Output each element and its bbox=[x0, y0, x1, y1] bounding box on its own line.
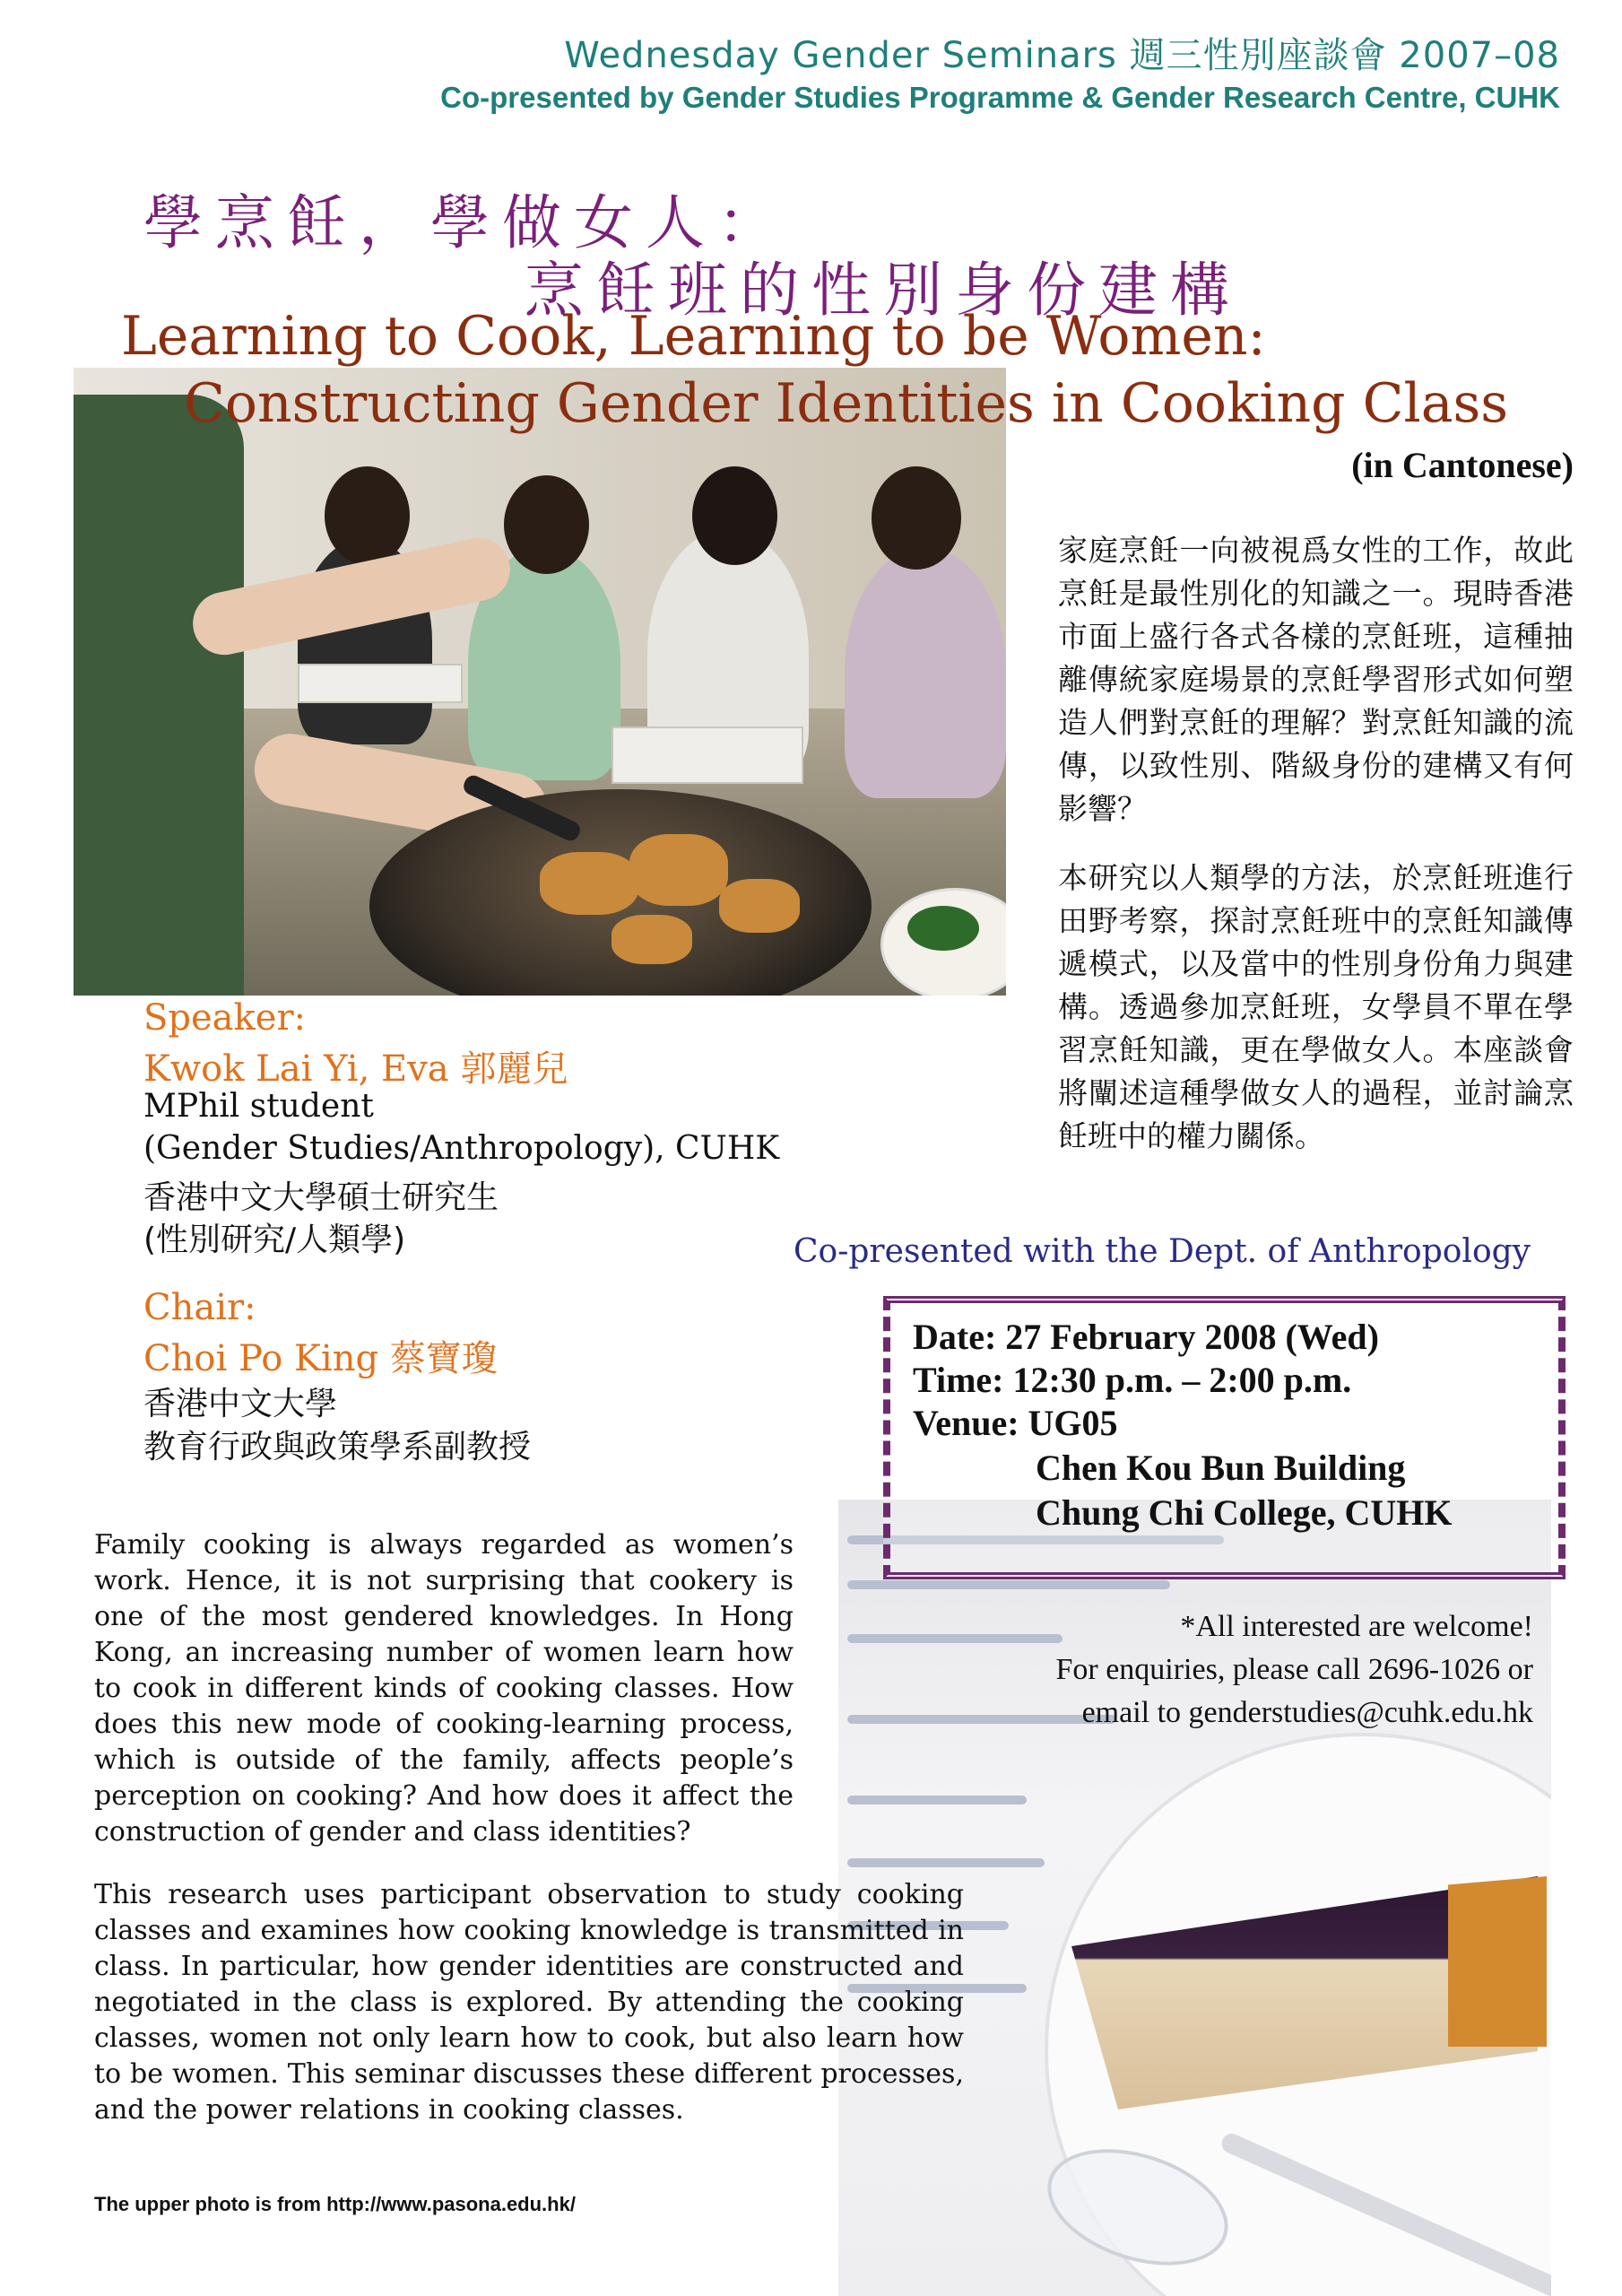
copresented-with-note: Co-presented with the Dept. of Anthropology bbox=[794, 1233, 1531, 1270]
chinese-abstract-para2: 本研究以人類學的方法，於烹飪班進行田野考察，探討烹飪班中的烹飪知識傳遞模式，以及當中的性別身份角力與建構。透過參加烹飪班，女學員不單在學習烹飪知識，更在學做女人。本座談會將闡述這種學做女人的過程，並討論烹飪班中的權力關係。 bbox=[1058, 860, 1574, 1153]
enquiry-email: email to genderstudies@cuhk.edu.hk bbox=[1081, 1696, 1533, 1729]
event-venue-building: Chen Kou Bun Building bbox=[1036, 1448, 1406, 1488]
enquiry-phone: For enquiries, please call 2696-1026 or bbox=[1055, 1653, 1533, 1686]
cooking-class-photo bbox=[74, 368, 1006, 996]
english-abstract-para2: This research uses participant observation to study cooking classes and examines how cooking knowledge is transmitted in class. In particular, how gender identities are constructed and negotiated in the class is explored. By attending the cooking classes, women not only learn how to cook, but also learn how to be women. This seminar discusses these different processes, and the power relations in cooking classes. bbox=[94, 1879, 964, 2126]
event-details-box bbox=[883, 1296, 1566, 1579]
chair-label: Chair: bbox=[143, 1287, 256, 1328]
event-date: Date: 27 February 2008 (Wed) bbox=[913, 1317, 1379, 1357]
speaker-department: (Gender Studies/Anthropology), CUHK bbox=[143, 1130, 780, 1167]
speaker-label: Speaker: bbox=[143, 997, 307, 1039]
english-abstract-para1: Family cooking is always regarded as women’s work. Hence, it is not surprising that cookery is one of the most gendered knowledges. In Hong Kong, an increasing number of women learn how to cook in different kinds of cooking classes. How does this new mode of cooking-learning process, which is outside of the family, affects people’s perception on cooking? And how does it affect the construction of gender and class identities? bbox=[94, 1529, 794, 1848]
chinese-abstract-para1: 家庭烹飪一向被視爲女性的工作，故此烹飪是最性別化的知識之一。現時香港市面上盛行各式各樣的烹飪班，這種抽離傳統家庭場景的烹飪學習形式如何塑造人們對烹飪的理解？對烹飪知識的流傳，以致性別、階級身份的建構又有何影響？ bbox=[1058, 533, 1574, 826]
series-title: Wednesday Gender Seminars 週三性別座談會 2007–08 bbox=[564, 35, 1560, 76]
chinese-title-line1: 學烹飪，學做女人： bbox=[143, 188, 789, 257]
event-venue-college: Chung Chi College, CUHK bbox=[1036, 1492, 1453, 1533]
event-time: Time: 12:30 p.m. – 2:00 p.m. bbox=[913, 1360, 1352, 1400]
photo-credit: The upper photo is from http://www.pasona.edu.hk/ bbox=[94, 2193, 576, 2215]
speaker-department-cn: (性別研究/人類學) bbox=[143, 1222, 406, 1258]
event-venue: Venue: UG05 bbox=[913, 1403, 1118, 1443]
english-title-line1: Learning to Cook, Learning to be Women: bbox=[121, 305, 1266, 368]
speaker-name: Kwok Lai Yi, Eva 郭麗兒 bbox=[143, 1048, 568, 1090]
chinese-title-line2: 烹飪班的性別身份建構 bbox=[525, 256, 1242, 325]
speaker-position: MPhil student bbox=[143, 1088, 374, 1125]
chair-title: 教育行政與政策學系副教授 bbox=[143, 1429, 532, 1465]
welcome-note: *All interested are welcome! bbox=[1180, 1610, 1533, 1643]
english-title-line2: Constructing Gender Identities in Cooking Class bbox=[184, 372, 1509, 435]
copresenters-line: Co-presented by Gender Studies Programme & Gender Research Centre, CUHK bbox=[440, 81, 1560, 114]
speaker-position-cn: 香港中文大學碩士研究生 bbox=[143, 1179, 499, 1216]
chair-affiliation: 香港中文大學 bbox=[143, 1386, 338, 1422]
language-note: (in Cantonese) bbox=[1351, 445, 1574, 485]
chair-name: Choi Po King 蔡寶瓊 bbox=[143, 1338, 498, 1379]
